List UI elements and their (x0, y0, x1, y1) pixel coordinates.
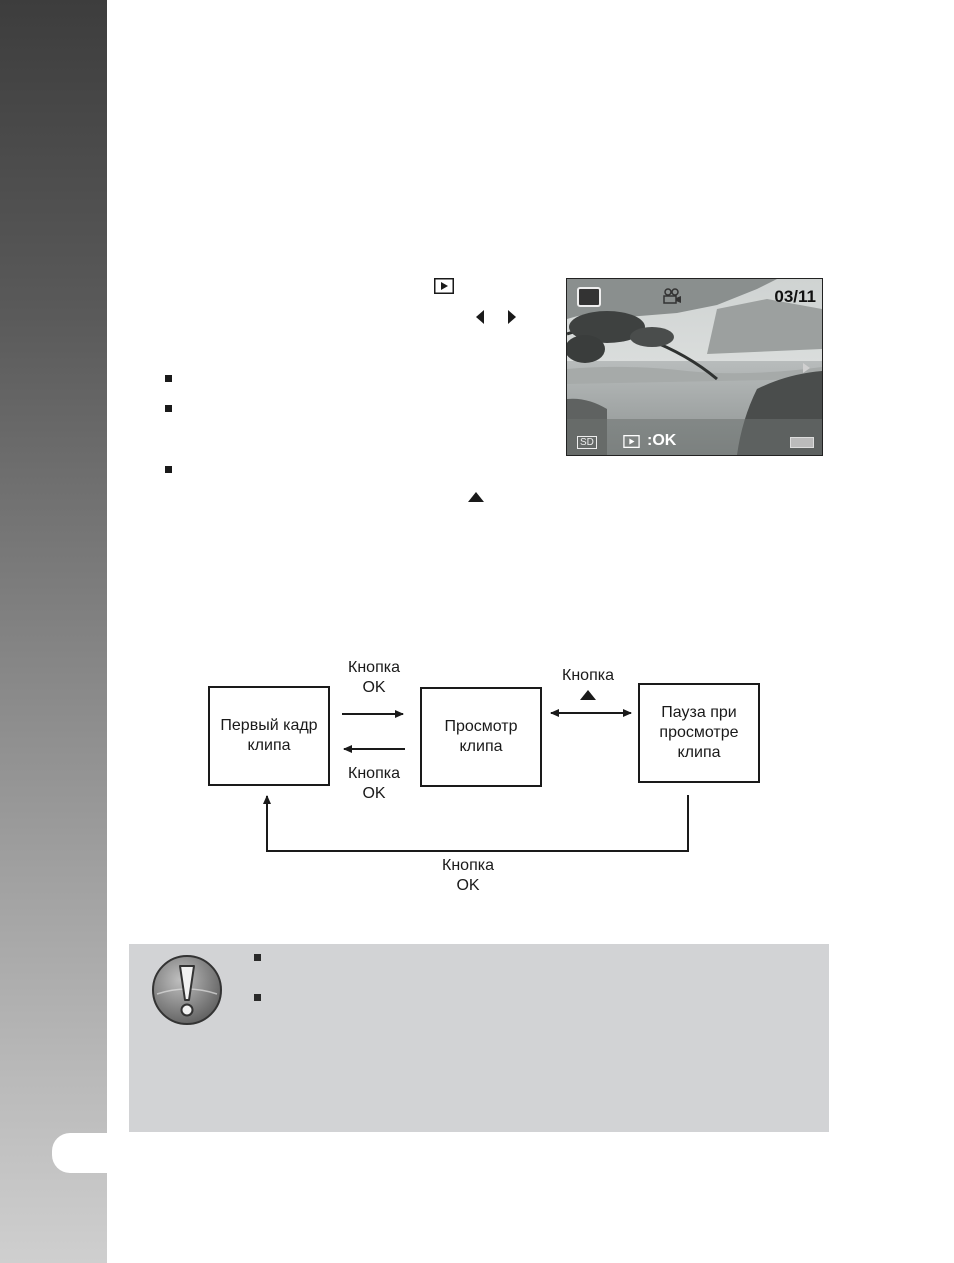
flow-label-line: OK (456, 877, 480, 894)
lcd-ok-hint: :OK (647, 432, 677, 449)
flow-label-line: Кнопка (562, 667, 614, 684)
sd-card-icon: SD (577, 436, 597, 449)
lcd-frame-counter: 03/11 (774, 287, 816, 306)
warning-icon (151, 954, 223, 1026)
flow-label-line: Кнопка (348, 659, 400, 676)
flow-label-line: Кнопка (442, 857, 494, 874)
flow-label-line: Кнопка (348, 765, 400, 782)
flow-label-line: OK (362, 785, 386, 802)
flow-label-line: OK (362, 679, 386, 696)
flow-box-label: Первый кадр клипа (220, 717, 318, 754)
flow-box-label: Пауза при просмотре клипа (659, 704, 739, 761)
flow-box-label: Просмотр клипа (444, 718, 518, 755)
note-bullet (254, 994, 261, 1001)
flow-arrow-ok-return (267, 795, 688, 851)
note-box (129, 944, 829, 1132)
note-bullet (254, 954, 261, 961)
